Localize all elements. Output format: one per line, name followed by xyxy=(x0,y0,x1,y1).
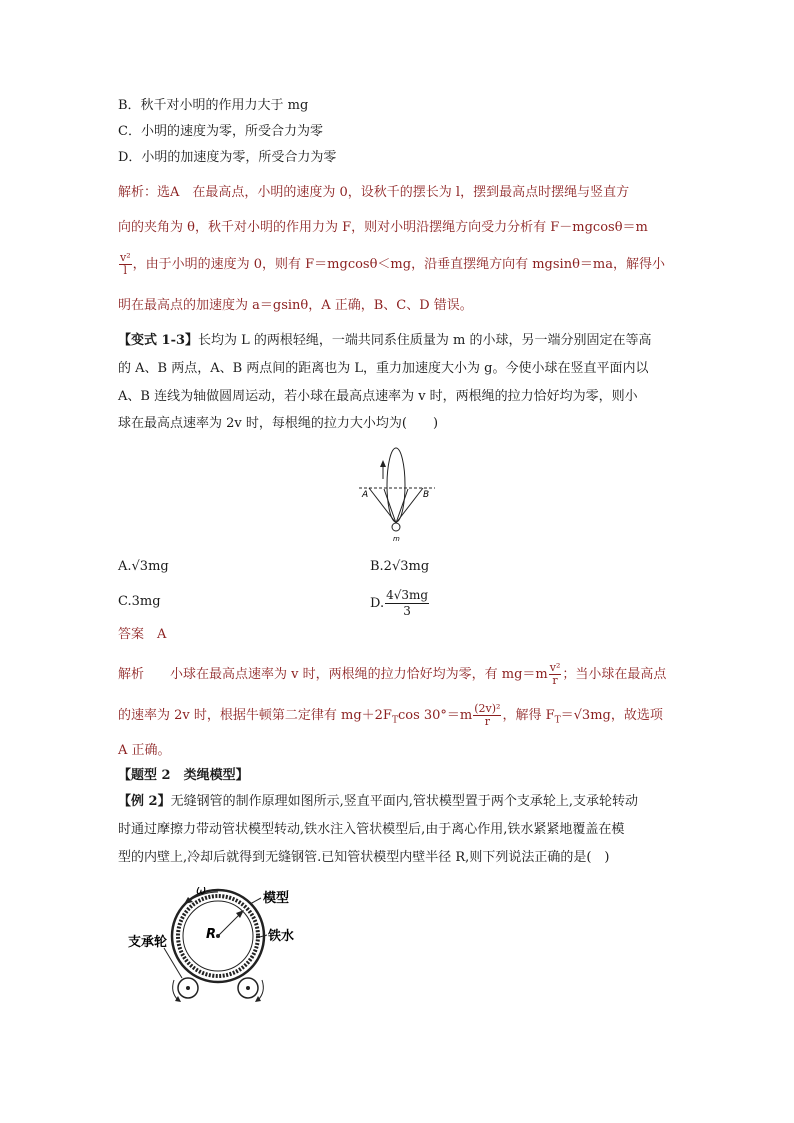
orbit-ellipse xyxy=(387,448,405,522)
wheel-right-arc xyxy=(258,980,263,1000)
answer: 答案 A xyxy=(118,627,167,642)
wheel-right-hub xyxy=(246,986,250,990)
analysis2-line3: A 正确。 xyxy=(118,743,171,758)
label-iron: 铁水 xyxy=(268,929,295,944)
wheel-left-arc xyxy=(173,980,178,1000)
ellipse-string-left xyxy=(384,489,396,523)
model-pointer xyxy=(250,898,261,904)
label-model: 模型 xyxy=(263,891,290,906)
string-a xyxy=(369,488,396,523)
label-m: m xyxy=(393,535,400,543)
analysis2-line1: 解析 小球在最高点速率为 v 时，两根绳的拉力恰好均为零，有 mg＝m $\frac{\text{v²}}{r}$ ；当小球在最高点 xyxy=(118,661,667,687)
variant-line4: 球在最高点速率为 2v 时，每根绳的拉力大小均为( ) xyxy=(118,416,439,431)
variant-line3: A、B 连线为轴做圆周运动，若小球在最高点速率为 v 时，两根绳的拉力恰好均为零，则小 xyxy=(118,389,638,404)
label-wheel: 支承轮 xyxy=(128,935,168,950)
string-b xyxy=(396,488,423,523)
choice-b: B.2√3mg xyxy=(370,559,430,574)
analysis1-line3: $\frac{\text{v²}}{l}$ ，由于小明的速度为 0，则有 F＝mgcosθ＜mg，沿垂直摆绳方向有 mgsinθ＝ma，解得小 xyxy=(120,251,665,277)
option-d-prev: D．小明的加速度为零，所受合力为零 xyxy=(118,150,337,165)
variant-line1: 【变式 1-3】长均为 L 的两根轻绳，一端共同系住质量为 m 的小球，另一端分别固定在等高 xyxy=(118,333,652,348)
choice-d: D. $\frac{4√3mg}{3}$ xyxy=(370,588,429,618)
option-b-prev: B．秋千对小明的作用力大于 mg xyxy=(118,98,309,113)
variant-line2: 的 A、B 两点，A、B 两点间的距离也为 L，重力加速度大小为 g。今使小球在竖直平面内以 xyxy=(118,361,649,376)
analysis1-line4: 明在最高点的加速度为 a＝gsinθ，A 正确，B、C、D 错误。 xyxy=(118,298,473,313)
wheel-left-hub xyxy=(186,986,190,990)
up-arrow-icon xyxy=(380,460,386,467)
ellipse-string-right xyxy=(396,489,408,523)
label-a: A xyxy=(362,490,369,500)
choice-c: C.3mg xyxy=(118,594,161,609)
analysis2-line2: 的速率为 2v 时，根据牛顿第二定律有 $mg+2F_T\cos$ 30°＝m $\frac{\text{(2v)²}}{r}$ ，解得 $F_T=√3mg$，故选项 xyxy=(118,702,663,728)
label-r: R xyxy=(206,927,217,942)
label-omega: ω xyxy=(196,883,207,897)
example2-line1: 【例 2】无缝钢管的制作原理如图所示,竖直平面内,管状模型置于两个支承轮上,支承轮转动 xyxy=(118,794,638,809)
type2-heading: 【题型 2 类绳模型】 xyxy=(118,768,249,783)
example2-line2: 时通过摩擦力带动管状模型转动,铁水注入管状模型后,由于离心作用,铁水紧紧地覆盖在模 xyxy=(118,822,625,837)
ball xyxy=(392,523,400,531)
analysis1-fraction: $\frac{\text{v²}}{l}$ xyxy=(120,251,131,277)
analysis1-line1: 解析：选A 在最高点，小明的速度为 0，设秋千的摆长为 l，摆到最高点时摆绳与竖直方 xyxy=(118,185,630,200)
label-b: B xyxy=(423,490,430,500)
option-c-prev: C．小明的速度为零，所受合力为零 xyxy=(118,124,323,139)
pendulum-diagram xyxy=(355,445,445,545)
analysis1-line2: 向的夹角为 θ，秋千对小明的作用力为 F，则对小明沿摆绳方向受力分析有 F－mgcosθ＝m xyxy=(118,220,648,235)
choice-a: A.√3mg xyxy=(118,559,169,574)
example2-line3: 型的内壁上,冷却后就得到无缝钢管.已知管状模型内壁半径 R,则下列说法正确的是( ) xyxy=(118,850,610,865)
steel-pipe-diagram xyxy=(118,880,348,1010)
